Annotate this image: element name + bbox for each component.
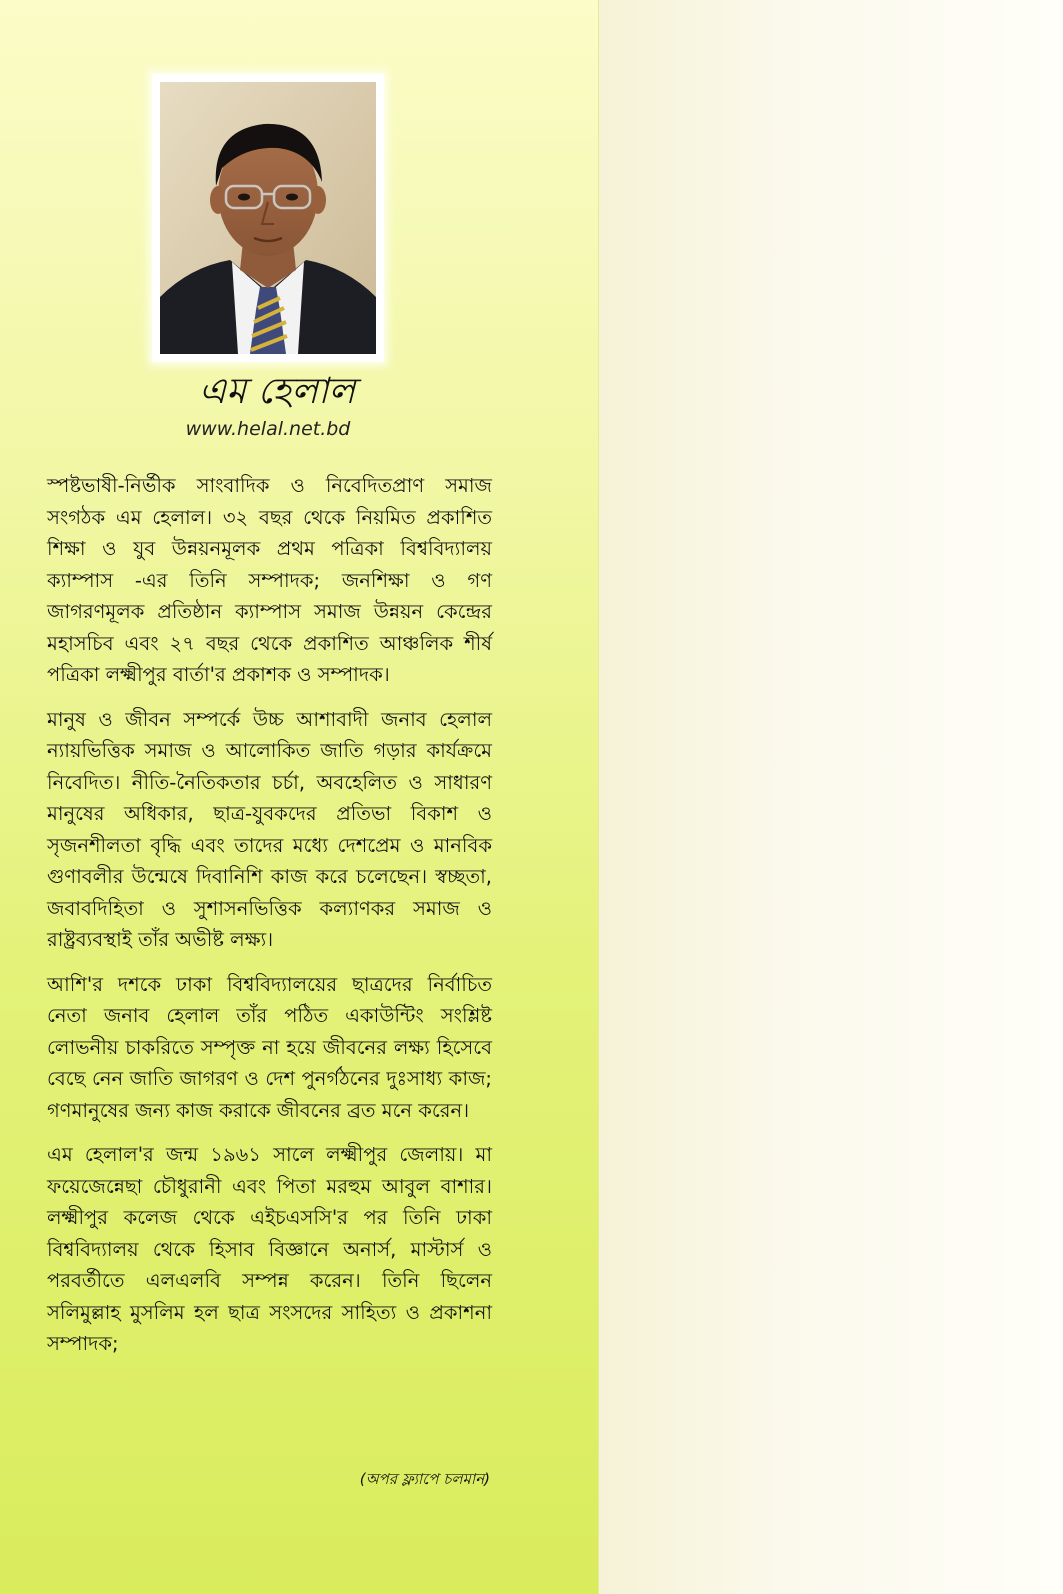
author-bio	[47, 470, 492, 1373]
book-spine-area	[599, 0, 1063, 1594]
author-signature: এম হেলাল	[198, 371, 356, 412]
author-photo-frame	[152, 74, 384, 362]
bio-paragraph: এম হেলাল'র জন্ম ১৯৬১ সালে লক্ষ্মীপুর জেলায়। মা ফয়েজেন্নেছা চৌধুরানী এবং পিতা মরহুম আবুল বাশার। লক্ষ্মীপুর কলেজ থেকে এইচএসসি'র পর তিনি ঢাকা বিশ্ববিদ্যালয় থেকে হিসাব বিজ্ঞানে অনার্স, মাস্টার্স ও পরবর্তীতে এলএলবি সম্পন্ন করেন। তিনি ছিলেন সলিমুল্লাহ মুসলিম হল ছাত্র সংসদের সাহিত্য ও প্রকাশনা সম্পাদক;	[47, 1143, 492, 1355]
continued-note: (অপর ফ্ল্যাপে চলমান)	[359, 1470, 490, 1488]
bio-paragraph: আশি'র দশকে ঢাকা বিশ্ববিদ্যালয়ের ছাত্রদের নির্বাচিত নেতা জনাব হেলাল তাঁর পঠিত একাউন্টিং সংশ্লিষ্ট লোভনীয় চাকরিতে সম্পৃক্ত না হয়ে জীবনের লক্ষ্য হিসেবে বেছে নেন জাতি জাগরণ ও দেশ পুনর্গঠনের দুঃসাধ্য কাজ; গণমানুষের জন্য কাজ করাকে জীবনের ব্রত মনে করেন।	[47, 972, 492, 1122]
bio-paragraph: স্পষ্টভাষী-নির্ভীক সাংবাদিক ও নিবেদিতপ্রাণ সমাজ সংগঠক এম হেলাল। ৩২ বছর থেকে নিয়মিত প্রকাশিত শিক্ষা ও যুব উন্নয়নমূলক প্রথম পত্রিকা বিশ্ববিদ্যালয় ক্যাম্পাস -এর তিনি সম্পাদক; জনশিক্ষা ও গণ জাগরণমূলক প্রতিষ্ঠান ক্যাম্পাস সমাজ উন্নয়ন কেন্দ্রের মহাসচিব এবং ২৭ বছর থেকে প্রকাশিত আঞ্চলিক শীর্ষ পত্রিকা লক্ষ্মীপুর বার্তা'র প্রকাশক ও সম্পাদক।	[47, 474, 492, 686]
bio-paragraph: মানুষ ও জীবন সম্পর্কে উচ্চ আশাবাদী জনাব হেলাল ন্যায়ভিত্তিক সমাজ ও আলোকিত জাতি গড়ার কার্যক্রমে নিবেদিত। নীতি-নৈতিকতার চর্চা, অবহেলিত ও সাধারণ মানুষের অধিকার, ছাত্র-যুবকদের প্রতিভা বিকাশ ও সৃজনশীলতা বৃদ্ধি এবং তাদের মধ্যে দেশপ্রেম ও মানবিক গুণাবলীর উন্মেষে দিবানিশি কাজ করে চলেছেন। স্বচ্ছতা, জবাবদিহিতা ও সুশাসনভিত্তিক কল্যাণকর সমাজ ও রাষ্ট্রব্যবস্থাই তাঁর অভীষ্ট লক্ষ্য।	[47, 707, 492, 951]
author-portrait	[160, 82, 376, 354]
author-website: www.helal.net.bd	[185, 418, 351, 440]
